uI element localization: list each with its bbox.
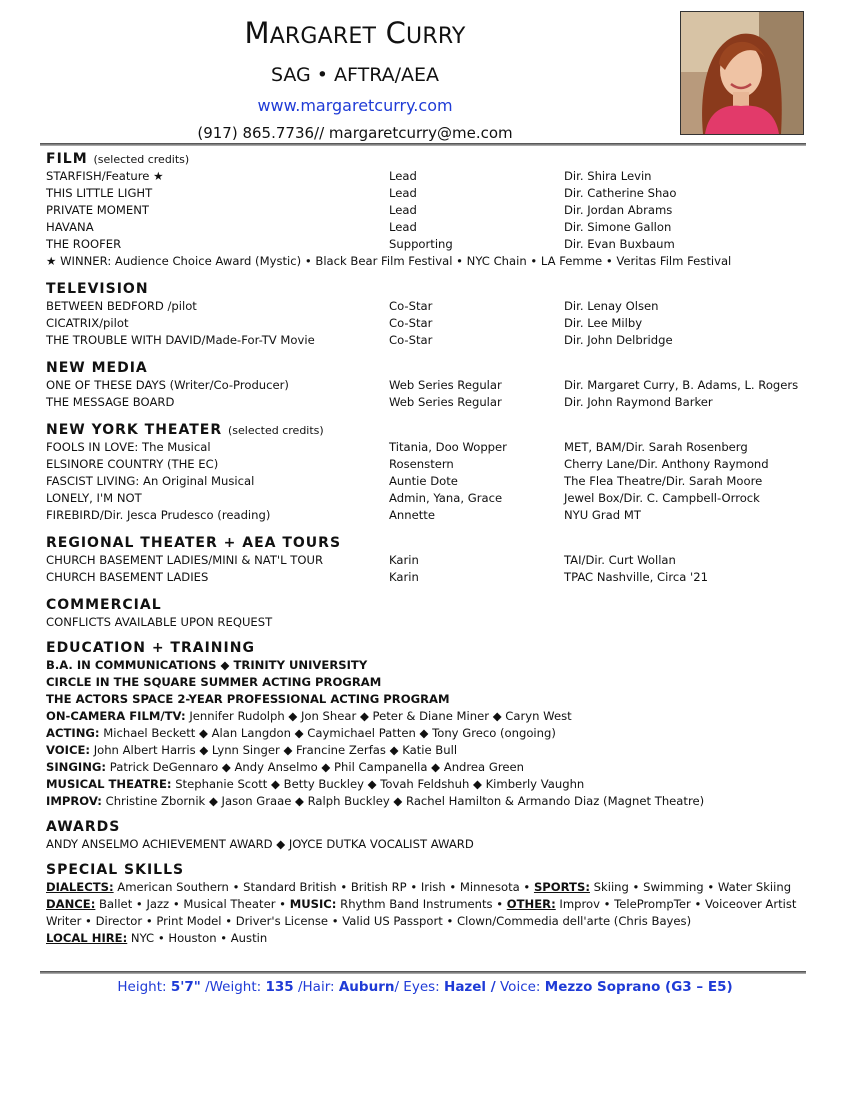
credit-row: FASCIST LIVING: An Original Musical Auntie Dote The Flea Theatre/Dir. Sarah Moore bbox=[46, 474, 763, 488]
credit-row: FIREBIRD/Dir. Jesca Prudesco (reading) Annette NYU Grad MT bbox=[46, 508, 641, 522]
training-line: MUSICAL THEATRE: Stephanie Scott ◆ Betty Buckley ◆ Tovah Feldshuh ◆ Kimberly Vaughn bbox=[46, 777, 585, 791]
program-line: THE ACTORS SPACE 2-YEAR PROFESSIONAL ACTING PROGRAM bbox=[46, 692, 450, 706]
skills-section-heading: SPECIAL SKILLS bbox=[46, 862, 185, 878]
header-divider bbox=[40, 143, 806, 146]
credit-row: ONE OF THESE DAYS (Writer/Co-Producer) Web Series Regular Dir. Margaret Curry, B. Adams, L. Rogers bbox=[46, 378, 799, 392]
credit-row: LONELY, I'M NOT Admin, Yana, Grace Jewel Box/Dir. C. Campbell-Orrock bbox=[46, 491, 760, 505]
resume-body bbox=[46, 151, 826, 947]
awards-section-heading: AWARDS bbox=[46, 819, 121, 835]
degree-line: B.A. IN COMMUNICATIONS ◆ TRINITY UNIVERSITY bbox=[46, 658, 368, 672]
new-media-section-heading: NEW MEDIA bbox=[46, 360, 148, 376]
credit-row: PRIVATE MOMENT Lead Dir. Jordan Abrams bbox=[46, 203, 673, 217]
training-line: IMPROV: Christine Zbornik ◆ Jason Graae ◆ Ralph Buckley ◆ Rachel Hamilton & Armando Diaz (Magnet Theatre) bbox=[46, 794, 705, 808]
training-line: ON-CAMERA FILM/TV: Jennifer Rudolph ◆ Jon Shear ◆ Peter & Diane Miner ◆ Caryn West bbox=[46, 709, 572, 723]
skills-line: DIALECTS: American Southern • Standard British • British RP • Irish • Minnesota • SPORTS: Skiing • Swimming • Water Skiing bbox=[46, 880, 792, 894]
skills-line: LOCAL HIRE: NYC • Houston • Austin bbox=[46, 931, 268, 945]
skills-line: Writer • Director • Print Model • Driver's License • Valid US Passport • Clown/Commedia dell'arte (Chris Bayes) bbox=[46, 914, 692, 928]
credit-row: FOOLS IN LOVE: The Musical Titania, Doo Wopper MET, BAM/Dir. Sarah Rosenberg bbox=[46, 440, 748, 454]
credit-row: THIS LITTLE LIGHT Lead Dir. Catherine Shao bbox=[46, 186, 677, 200]
film-section-heading: FILM (selected credits) bbox=[46, 151, 190, 167]
headshot-image bbox=[681, 12, 803, 134]
training-line: SINGING: Patrick DeGennaro ◆ Andy Anselmo ◆ Phil Campanella ◆ Andrea Green bbox=[46, 760, 524, 774]
commercial-note: CONFLICTS AVAILABLE UPON REQUEST bbox=[46, 615, 273, 629]
credit-row: CHURCH BASEMENT LADIES Karin TPAC Nashville, Circa '21 bbox=[46, 570, 708, 584]
skills-line: DANCE: Ballet • Jazz • Musical Theater • MUSIC: Rhythm Band Instruments • OTHER: Improv • TelePrompTer • Voiceover Artist bbox=[46, 897, 797, 911]
credit-row: CHURCH BASEMENT LADIES/MINI & NAT'L TOUR Karin TAI/Dir. Curt Wollan bbox=[46, 553, 676, 567]
credit-row: STARFISH/Feature ★ Lead Dir. Shira Levin bbox=[46, 169, 652, 183]
training-line: VOICE: John Albert Harris ◆ Lynn Singer ◆ Francine Zerfas ◆ Katie Bull bbox=[46, 743, 458, 757]
website-link[interactable]: www.margaretcurry.com bbox=[257, 96, 453, 115]
awards-line: ANDY ANSELMO ACHIEVEMENT AWARD ◆ JOYCE DUTKA VOCALIST AWARD bbox=[46, 837, 474, 851]
credit-row: ELSINORE COUNTRY (THE EC) Rosenstern Cherry Lane/Dir. Anthony Raymond bbox=[46, 457, 769, 471]
program-line: CIRCLE IN THE SQUARE SUMMER ACTING PROGRAM bbox=[46, 675, 382, 689]
television-section-heading: TELEVISION bbox=[46, 281, 149, 297]
footer-divider bbox=[40, 971, 806, 974]
union-affiliations: SAG • AFTRA/AEA bbox=[270, 64, 440, 86]
physical-stats: Height: 5'7" /Weight: 135 /Hair: Auburn/ Eyes: Hazel / Voice: Mezzo Soprano (G3 – E5) bbox=[117, 979, 733, 995]
credit-row: THE ROOFER Supporting Dir. Evan Buxbaum bbox=[46, 237, 675, 251]
film-award-note: ★ WINNER: Audience Choice Award (Mystic) • Black Bear Film Festival • NYC Chain • LA Femme • Veritas Film Festival bbox=[46, 254, 732, 268]
contact-info: (917) 865.7736// margaretcurry@me.com bbox=[197, 124, 513, 142]
actor-name: MARGARET CURRY bbox=[244, 16, 466, 50]
credit-row: HAVANA Lead Dir. Simone Gallon bbox=[46, 220, 672, 234]
regional-section-heading: REGIONAL THEATER + AEA TOURS bbox=[46, 535, 342, 551]
credit-row: BETWEEN BEDFORD /pilot Co-Star Dir. Lenay Olsen bbox=[46, 299, 659, 313]
credit-row: THE TROUBLE WITH DAVID/Made-For-TV Movie Co-Star Dir. John Delbridge bbox=[46, 333, 673, 347]
credit-row: CICATRIX/pilot Co-Star Dir. Lee Milby bbox=[46, 316, 643, 330]
headshot-photo bbox=[680, 11, 804, 135]
resume-header bbox=[150, 14, 560, 146]
training-line: ACTING: Michael Beckett ◆ Alan Langdon ◆ Caymichael Patten ◆ Tony Greco (ongoing) bbox=[46, 726, 556, 740]
commercial-section-heading: COMMERCIAL bbox=[46, 597, 162, 613]
ny-theater-section-heading: NEW YORK THEATER (selected credits) bbox=[46, 422, 324, 438]
credit-row: THE MESSAGE BOARD Web Series Regular Dir. John Raymond Barker bbox=[46, 395, 713, 409]
education-section-heading: EDUCATION + TRAINING bbox=[46, 640, 255, 656]
